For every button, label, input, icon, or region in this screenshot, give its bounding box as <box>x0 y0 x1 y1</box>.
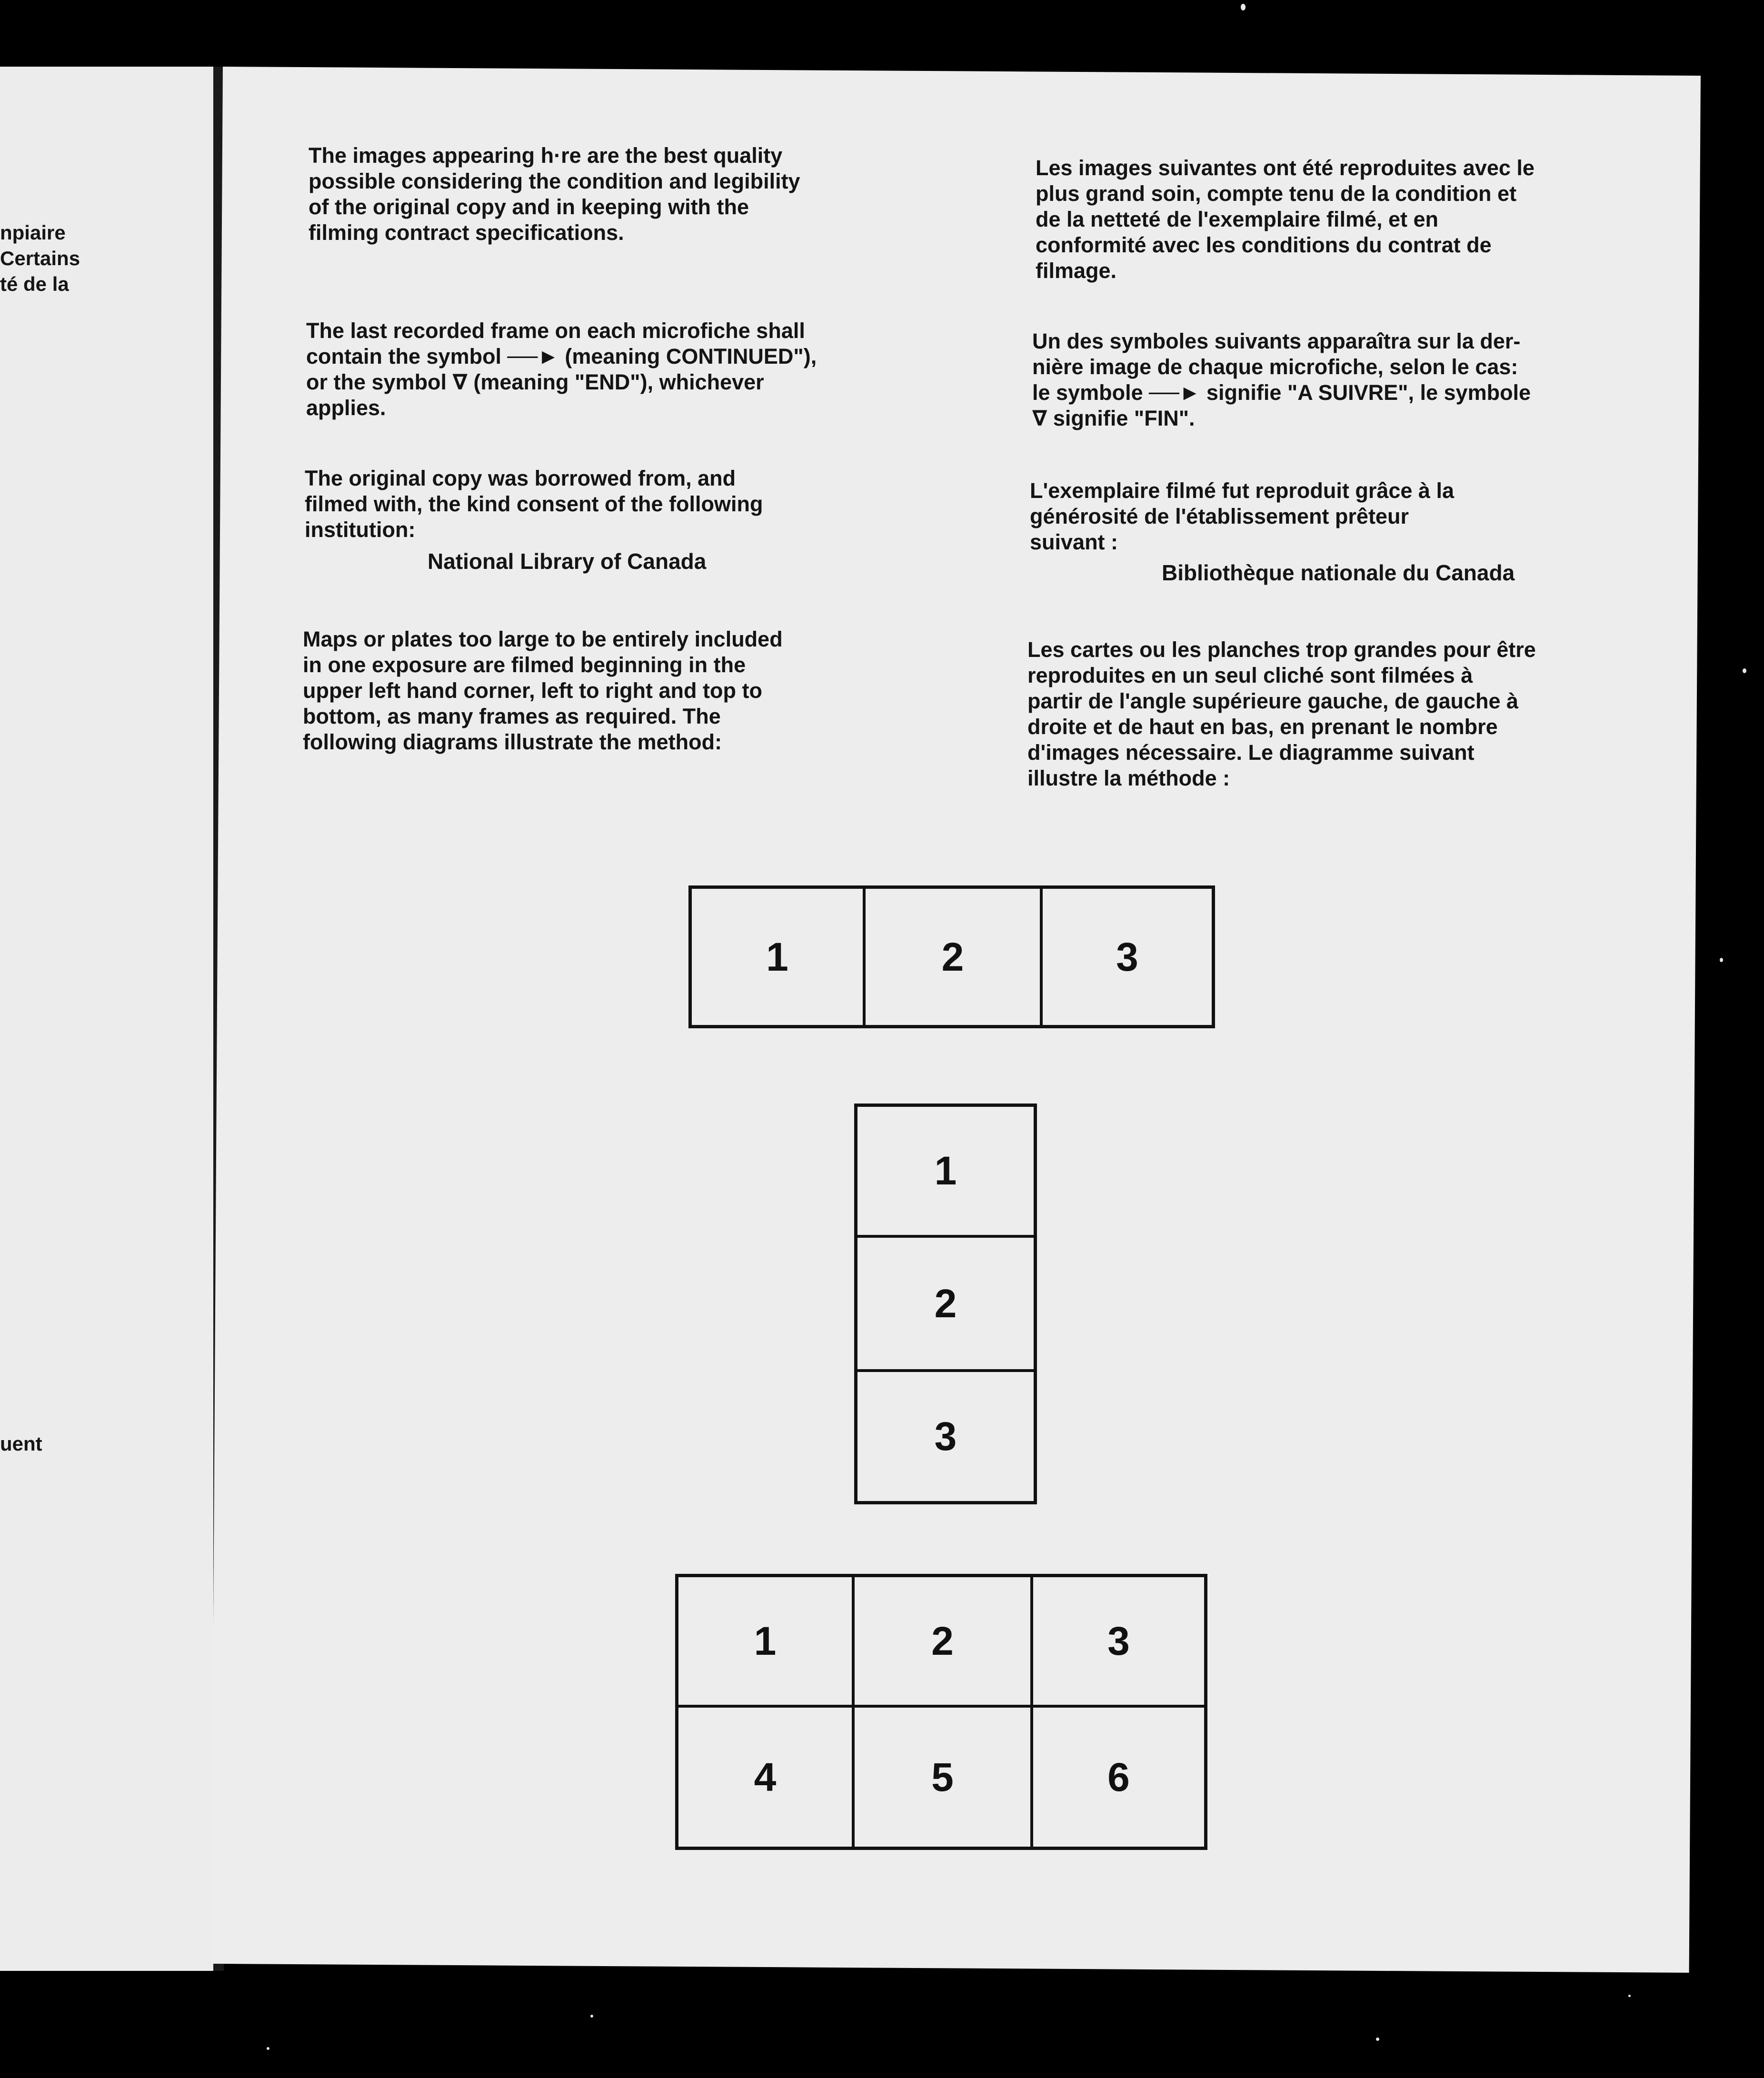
text-line: filmage. <box>1036 259 1117 283</box>
frame-number: 3 <box>1116 934 1138 979</box>
text-line: Un des symboles suivants apparaîtra sur la der- <box>1032 329 1521 353</box>
text-line: institution: <box>305 517 416 542</box>
text-line: upper left hand corner, left to right and top to <box>303 678 762 703</box>
institution-name-french: Bibliothèque nationale du Canada <box>1162 560 1515 585</box>
text-line: in one exposure are filmed beginning in the <box>303 653 746 677</box>
frame-number: 3 <box>934 1414 957 1459</box>
left-page-fragment <box>0 67 213 1971</box>
diagram-grid-of-frames <box>675 1574 1207 1850</box>
left-fragment-line-3: té de la <box>0 273 69 295</box>
text-line: The last recorded frame on each microfiche shall <box>306 318 805 343</box>
frame-number: 1 <box>934 1148 957 1193</box>
text-line: following diagrams illustrate the method: <box>303 730 722 754</box>
text-line: générosité de l'établissement prêteur <box>1030 504 1409 528</box>
frame-number: 3 <box>1107 1618 1130 1663</box>
frame-number: 2 <box>934 1281 957 1326</box>
text-line: Les cartes ou les planches trop grandes pour être <box>1027 637 1536 662</box>
text-line: filming contract specifications. <box>309 220 624 245</box>
text-line: nière image de chaque microfiche, selon le cas: <box>1032 355 1518 379</box>
scan-speck <box>1376 2038 1379 2041</box>
text-line: Les images suivantes ont été reproduites avec le <box>1036 156 1535 180</box>
left-fragment-line-4: uent <box>0 1432 42 1455</box>
text-line: d'images nécessaire. Le diagramme suivant <box>1027 740 1475 765</box>
scan-speck <box>1743 668 1746 673</box>
text-line: le symbole ──► signifie "A SUIVRE", le symbole <box>1032 380 1531 405</box>
diagram-column-of-frames <box>854 1104 1037 1504</box>
text-line: applies. <box>306 396 386 420</box>
scan-speck <box>1241 4 1246 10</box>
text-line: The original copy was borrowed from, and <box>305 466 736 490</box>
text-line: illustre la méthode : <box>1027 766 1230 790</box>
scan-speck <box>590 2015 593 2018</box>
text-line: contain the symbol ──► (meaning CONTINUED"), <box>306 344 817 368</box>
institution-name-english: National Library of Canada <box>428 549 707 574</box>
frame-number: 5 <box>931 1754 954 1800</box>
diagram-row-of-frames <box>688 885 1215 1028</box>
text-line: conformité avec les conditions du contrat de <box>1036 233 1492 257</box>
frame-number: 2 <box>931 1618 954 1663</box>
text-line: L'exemplaire filmé fut reproduit grâce à la <box>1030 478 1454 503</box>
text-line: droite et de haut en bas, en prenant le nombre <box>1027 715 1498 739</box>
frame-number: 6 <box>1107 1754 1130 1800</box>
text-line: of the original copy and in keeping with the <box>309 195 749 219</box>
scan-speck <box>1720 958 1723 962</box>
frame-number: 1 <box>766 934 788 979</box>
text-line: ∇ signifie "FIN". <box>1032 406 1195 430</box>
text-line: Maps or plates too large to be entirely included <box>303 627 783 651</box>
text-line: possible considering the condition and legibility <box>309 169 800 193</box>
text-line: The images appearing h·re are the best quality <box>309 143 783 168</box>
left-fragment-line-1: npiaire <box>0 221 66 244</box>
frame-number: 4 <box>754 1754 777 1800</box>
text-line: filmed with, the kind consent of the following <box>305 492 763 516</box>
scan-speck <box>1628 1995 1631 1997</box>
frame-number: 2 <box>941 934 964 979</box>
text-line: or the symbol ∇ (meaning "END"), whichever <box>306 370 764 394</box>
scan-speck <box>267 2047 269 2050</box>
text-line: de la netteté de l'exemplaire filmé, et en <box>1036 207 1439 231</box>
text-line: plus grand soin, compte tenu de la condition et <box>1036 181 1517 206</box>
text-line: bottom, as many frames as required. The <box>303 704 721 728</box>
text-line: reproduites en un seul cliché sont filmées à <box>1027 663 1473 687</box>
text-line: partir de l'angle supérieure gauche, de gauche à <box>1027 689 1519 713</box>
text-line: suivant : <box>1030 530 1118 554</box>
frame-number: 1 <box>754 1618 777 1663</box>
left-fragment-line-2: Certains <box>0 247 80 269</box>
